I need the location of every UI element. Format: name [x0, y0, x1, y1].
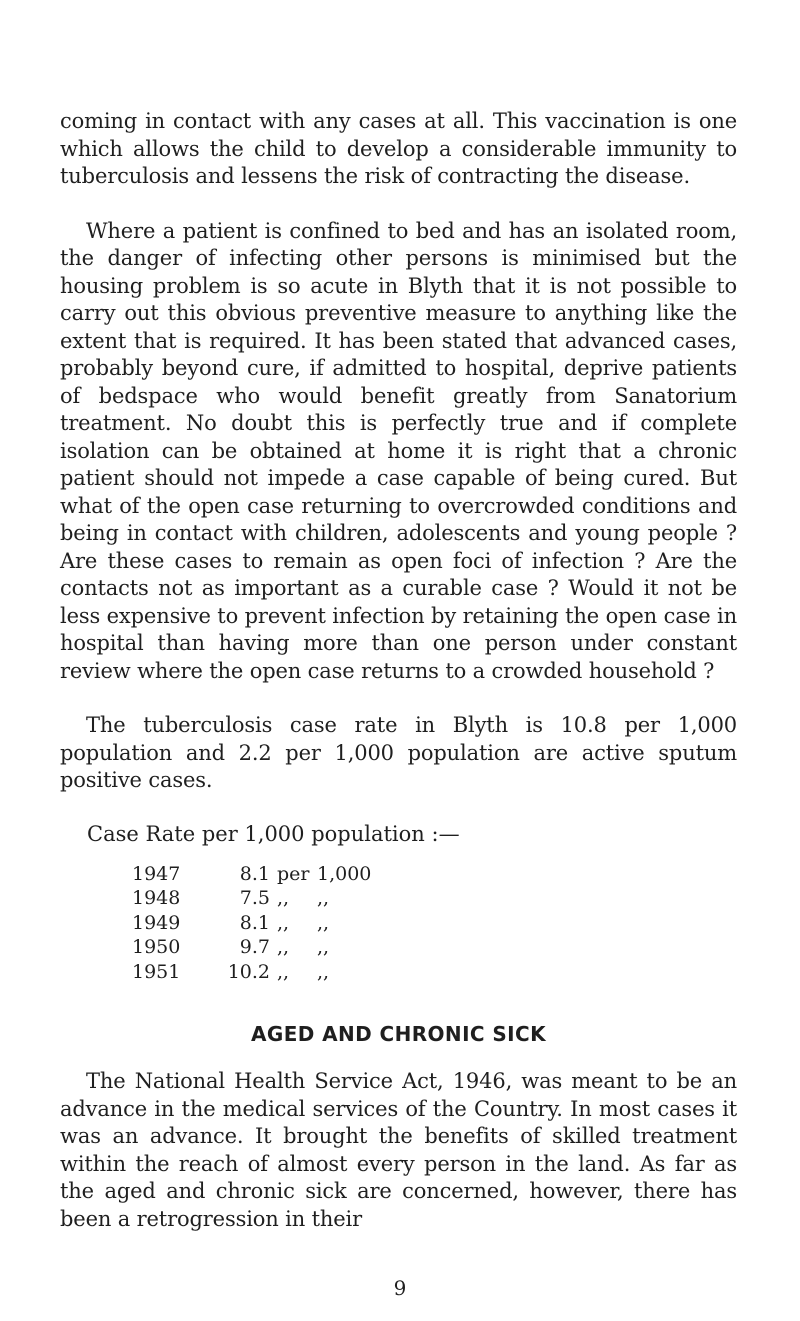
rate-year: 1950	[132, 936, 181, 958]
rate-unit-b: ,,	[317, 960, 330, 983]
rate-value: 8.1	[239, 911, 270, 934]
paragraph-isolation: Where a patient is confined to bed and has an isolated room, the danger of infecting other persons is minimised but the housing problem is so acute in Blyth that it is not possible to carry out this obvious preventive measure to anything like the extent that is required. It has been stated that advanced cases, probably beyond cure, if admitted to hospital, deprive patients of bedspace who would benefit greatly from Sanatorium treatment. No doubt this is perfectly true and if complete isolation can be obtained at home it is right that a chronic patient should not impede a case capable of being cured. But what of the open case returning to overcrowded conditions and being in contact with children, adolescents and young people ? Are these cases to remain as open foci of infection ? Are the contacts not as important as a curable case ? Would it not be less expensive to prevent infection by retaining the open case in hospital than having more than one person under constant review where the open case returns to a crowded household ?	[60, 218, 737, 683]
rate-unit-b: ,,	[317, 911, 330, 934]
case-rate-table-title: Case Rate per 1,000 population :—	[87, 821, 460, 846]
rate-unit	[277, 886, 329, 911]
rate-year: 1948	[132, 887, 181, 909]
table-row	[132, 911, 737, 936]
rate-unit-a: ,,	[277, 960, 290, 983]
rate-unit-b: ,,	[317, 936, 330, 958]
rate-unit	[277, 911, 329, 936]
section-heading: AGED AND CHRONIC SICK	[251, 1022, 546, 1046]
rate-unit-a: ,,	[277, 911, 290, 934]
document-page	[60, 108, 737, 1233]
rate-value: 9.7	[239, 936, 270, 958]
rate-unit-a: per	[277, 862, 310, 885]
rate-year: 1949	[132, 911, 181, 934]
table-row	[132, 960, 737, 985]
rate-value: 10.2	[227, 960, 270, 983]
rate-year: 1951	[132, 960, 181, 983]
table-row	[132, 935, 737, 960]
table-row	[132, 886, 737, 911]
rate-unit	[277, 862, 371, 887]
rate-unit-a: ,,	[277, 887, 290, 909]
paragraph-case-rate: The tuberculosis case rate in Blyth is 10.8 per 1,000 population and 2.2 per 1,000 population are active sputum positive cases.	[60, 713, 737, 792]
rate-year: 1947	[132, 862, 181, 885]
table-row	[132, 862, 737, 887]
rate-value: 8.1	[239, 862, 270, 885]
case-rate-table	[132, 862, 737, 985]
rate-value: 7.5	[239, 887, 270, 909]
rate-unit-b: ,,	[317, 887, 330, 909]
rate-unit	[277, 935, 329, 960]
rate-unit-b: 1,000	[317, 862, 372, 885]
page-number: 9	[393, 1276, 407, 1300]
rate-unit	[277, 960, 329, 985]
paragraph-nhs-act: The National Health Service Act, 1946, was meant to be an advance in the medical services of the Country. In most cases it was an advance. It brought the benefits of skilled treatment within the reach of almost every person in the land. As far as the aged and chronic sick are concerned, however, there has been a retrogression in their	[60, 1069, 737, 1231]
paragraph-vaccination: coming in contact with any cases at all. This vaccination is one which allows the child to develop a considerable immunity to tuberculosis and lessens the risk of contracting the disease.	[60, 109, 737, 188]
rate-unit-a: ,,	[277, 936, 290, 958]
